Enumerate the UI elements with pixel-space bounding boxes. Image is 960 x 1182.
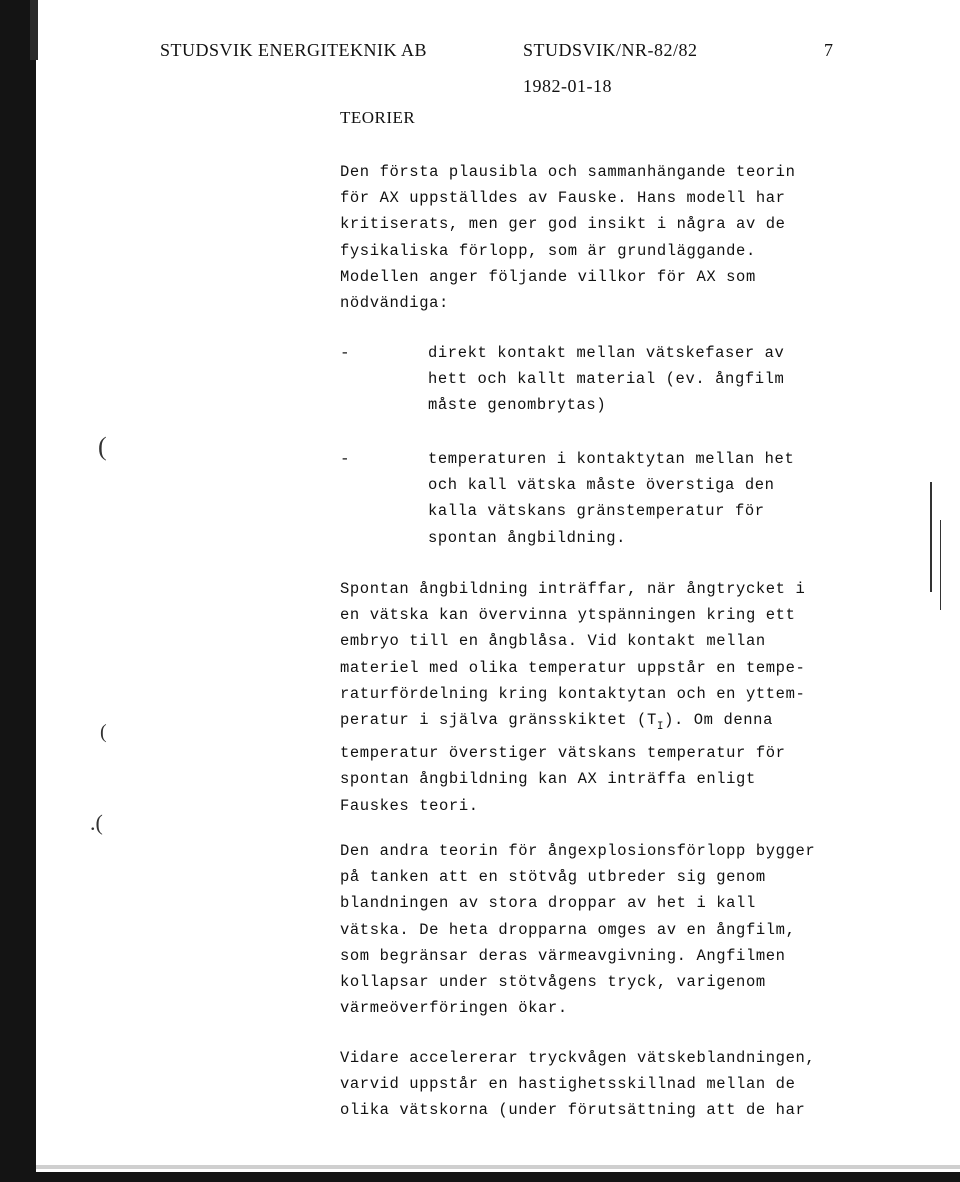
text-line: materiel med olika temperatur uppstår en tempe- [340, 658, 806, 677]
text-line: temperaturen i kontaktytan mellan het [428, 450, 795, 468]
text-line: temperatur överstiger vätskans temperatur för [340, 744, 786, 763]
margin-paren-mark: ( [100, 721, 107, 743]
text-line: Den första plausibla och sammanhängande teorin [340, 163, 796, 181]
text-fragment: peratur i själva gränsskiktet (T [340, 711, 657, 730]
text-line: raturfördelning kring kontaktytan och en yttem- [340, 684, 806, 703]
margin-dot-paren-mark: .( [90, 810, 103, 835]
list-dash: - [340, 344, 350, 362]
text-line: Den andra teorin för ångexplosionsförlopp bygger [340, 842, 816, 860]
text-line: kollapsar under stötvågens tryck, varigenom [340, 973, 766, 992]
text-line: fysikaliska förlopp, som är grundläggande. [340, 241, 756, 260]
text-line-with-subscript [340, 707, 860, 740]
margin-change-bar [930, 482, 932, 592]
text-line: direkt kontakt mellan vätskefaser av [428, 344, 785, 362]
margin-change-bar [940, 520, 941, 610]
text-fragment: ). Om denna [664, 711, 773, 730]
margin-paren-mark: ( [98, 432, 107, 461]
text-line: blandningen av stora droppar av het i kall [340, 894, 756, 913]
paragraph-spontaneous-boiling [340, 576, 860, 819]
text-line: kalla vätskans gränstemperatur för [428, 502, 765, 521]
section-title: TEORIER [340, 108, 416, 127]
text-line: Vidare accelererar tryckvågen vätskeblandningen, [340, 1049, 816, 1067]
text-line: varvid uppstår en hastighetsskillnad mellan de [340, 1075, 796, 1094]
company-name: STUDSVIK ENERGITEKNIK AB [160, 40, 427, 60]
subscript-i: I [656, 721, 665, 734]
scan-edge-left [0, 0, 36, 1182]
scan-bottom-shadow [36, 1165, 960, 1169]
text-line: spontan ångbildning kan AX inträffa enligt [340, 770, 756, 789]
text-line: en vätska kan övervinna ytspänningen kring ett [340, 606, 796, 625]
text-line: vätska. De heta dropparna omges av en ångfilm, [340, 920, 796, 939]
text-line: Modellen anger följande villkor för AX som [340, 267, 756, 286]
scan-edge-notch [30, 0, 38, 60]
text-line: hett och kallt material (ev. ångfilm [428, 370, 785, 389]
text-line: Fauskes teori. [340, 796, 479, 815]
text-line: Spontan ångbildning inträffar, när ångtrycket i [340, 580, 806, 598]
text-line: och kall vätska måste överstiga den [428, 476, 775, 495]
text-line: spontan ångbildning. [428, 528, 627, 547]
paragraph-pressure-wave [340, 1045, 860, 1124]
report-number: STUDSVIK/NR-82/82 [523, 40, 698, 60]
text-line: olika vätskorna (under förutsättning att de har [340, 1101, 806, 1120]
text-line: kritiserats, men ger god insikt i några av de [340, 215, 786, 234]
paragraph-fauske-theory [340, 159, 860, 316]
report-date: 1982-01-18 [523, 76, 612, 96]
text-line: värmeöverföringen ökar. [340, 999, 568, 1018]
text-line: nödvändiga: [340, 294, 449, 313]
scan-edge-bottom [0, 1172, 960, 1182]
list-dash: - [340, 450, 350, 468]
page-number: 7 [824, 40, 834, 60]
text-line: måste genombrytas) [428, 396, 607, 415]
text-line: embryo till en ångblåsa. Vid kontakt mellan [340, 632, 766, 651]
paragraph-shockwave-theory [340, 838, 860, 1021]
text-line: på tanken att en stötvåg utbreder sig genom [340, 868, 766, 887]
text-line: för AX uppställdes av Fauske. Hans modell har [340, 189, 786, 208]
text-line: som begränsar deras värmeavgivning. Angfilmen [340, 946, 786, 965]
